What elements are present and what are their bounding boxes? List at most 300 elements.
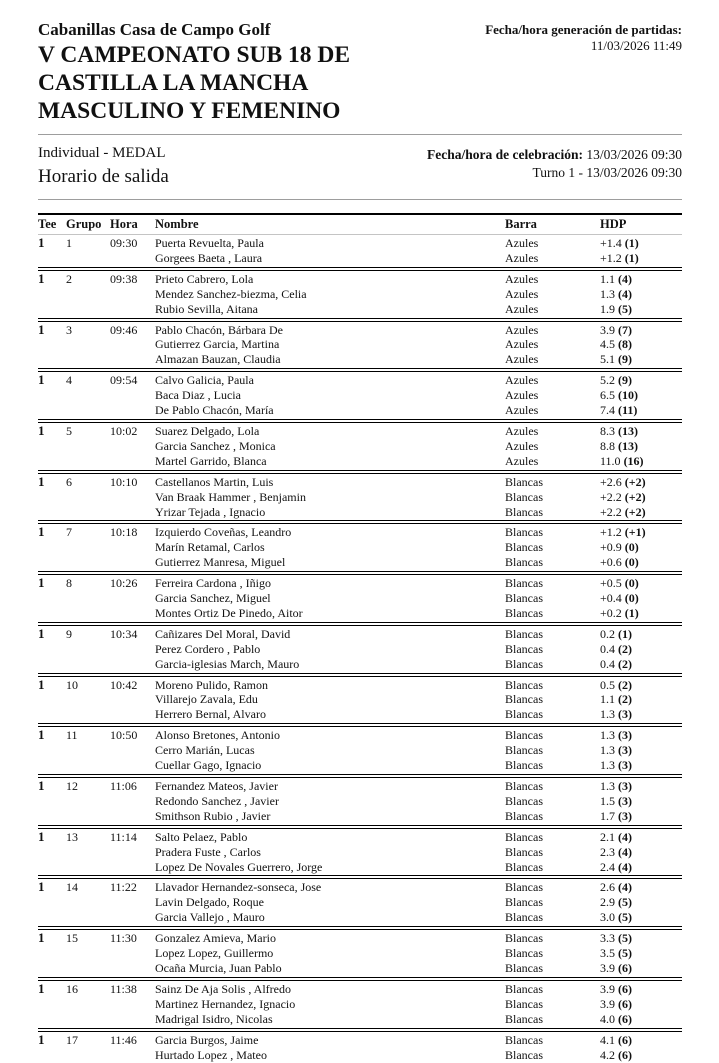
grupo-cell bbox=[66, 337, 110, 352]
player-row bbox=[38, 707, 682, 725]
player-name-cell: Perez Cordero , Pablo bbox=[155, 642, 505, 657]
hora-cell: 10:42 bbox=[110, 675, 155, 693]
tee-cell bbox=[38, 845, 66, 860]
barra-cell: Blancas bbox=[505, 961, 600, 979]
tournament-title-line-2: CASTILLA LA MANCHA bbox=[38, 70, 308, 96]
player-row bbox=[38, 251, 682, 269]
table-header-row bbox=[38, 214, 682, 235]
player-name-cell: Sainz De Aja Solis , Alfredo bbox=[155, 979, 505, 997]
tee-cell: 1 bbox=[38, 979, 66, 997]
hora-cell: 11:14 bbox=[110, 827, 155, 845]
barra-cell: Azules bbox=[505, 439, 600, 454]
tee-cell bbox=[38, 251, 66, 269]
grupo-cell bbox=[66, 895, 110, 910]
grupo-cell: 1 bbox=[66, 235, 110, 251]
hdp-value: 2.1 bbox=[600, 830, 618, 844]
tee-cell: 1 bbox=[38, 320, 66, 338]
grupo-cell bbox=[66, 961, 110, 979]
tee-group-5 bbox=[38, 421, 682, 472]
hdp-playing-value: (+2) bbox=[625, 490, 646, 504]
tee-cell: 1 bbox=[38, 776, 66, 794]
grupo-cell bbox=[66, 439, 110, 454]
barra-cell: Blancas bbox=[505, 1030, 600, 1048]
tee-cell bbox=[38, 961, 66, 979]
hora-cell bbox=[110, 794, 155, 809]
player-name-cell: Villarejo Zavala, Edu bbox=[155, 692, 505, 707]
hdp-value: 3.9 bbox=[600, 997, 618, 1011]
player-row bbox=[38, 287, 682, 302]
grupo-cell: 3 bbox=[66, 320, 110, 338]
tee-cell bbox=[38, 287, 66, 302]
player-row bbox=[38, 505, 682, 523]
barra-cell: Blancas bbox=[505, 642, 600, 657]
hora-cell bbox=[110, 997, 155, 1012]
hdp-cell bbox=[600, 421, 682, 439]
tee-cell bbox=[38, 707, 66, 725]
hora-cell bbox=[110, 555, 155, 573]
player-name-cell: Baca Diaz , Lucia bbox=[155, 388, 505, 403]
player-name-cell: Pablo Chacón, Bárbara De bbox=[155, 320, 505, 338]
hdp-value: 8.3 bbox=[600, 424, 618, 438]
tee-cell bbox=[38, 555, 66, 573]
hora-cell bbox=[110, 540, 155, 555]
hdp-playing-value: (6) bbox=[618, 982, 632, 996]
divider-section bbox=[38, 199, 682, 200]
barra-cell: Blancas bbox=[505, 776, 600, 794]
player-row bbox=[38, 979, 682, 997]
tee-cell bbox=[38, 302, 66, 320]
grupo-cell bbox=[66, 910, 110, 928]
hdp-cell bbox=[600, 269, 682, 287]
hdp-cell bbox=[600, 388, 682, 403]
hora-cell: 11:38 bbox=[110, 979, 155, 997]
column-header-grupo: Grupo bbox=[66, 214, 110, 235]
hdp-playing-value: (2) bbox=[618, 657, 632, 671]
hdp-playing-value: (9) bbox=[618, 352, 632, 366]
hora-cell bbox=[110, 758, 155, 776]
grupo-cell bbox=[66, 505, 110, 523]
grupo-cell bbox=[66, 403, 110, 421]
hdp-value: 2.9 bbox=[600, 895, 618, 909]
hdp-playing-value: (5) bbox=[618, 931, 632, 945]
tee-cell bbox=[38, 1012, 66, 1030]
tee-cell: 1 bbox=[38, 624, 66, 642]
player-name-cell: Smithson Rubio , Javier bbox=[155, 809, 505, 827]
barra-cell: Blancas bbox=[505, 794, 600, 809]
tee-cell bbox=[38, 403, 66, 421]
grupo-cell bbox=[66, 454, 110, 472]
hora-cell: 11:22 bbox=[110, 877, 155, 895]
grupo-cell bbox=[66, 606, 110, 624]
player-name-cell: Gorgees Baeta , Laura bbox=[155, 251, 505, 269]
hdp-playing-value: (6) bbox=[618, 1012, 632, 1026]
player-row bbox=[38, 675, 682, 693]
player-row bbox=[38, 352, 682, 370]
hdp-cell bbox=[600, 235, 682, 251]
tee-group-7 bbox=[38, 522, 682, 573]
hdp-cell bbox=[600, 370, 682, 388]
barra-cell: Azules bbox=[505, 251, 600, 269]
hdp-cell bbox=[600, 352, 682, 370]
tee-cell bbox=[38, 692, 66, 707]
hdp-cell bbox=[600, 454, 682, 472]
hora-cell bbox=[110, 743, 155, 758]
grupo-cell bbox=[66, 555, 110, 573]
barra-cell: Blancas bbox=[505, 591, 600, 606]
hdp-cell bbox=[600, 403, 682, 421]
barra-cell: Blancas bbox=[505, 490, 600, 505]
tee-group-14 bbox=[38, 877, 682, 928]
player-name-cell: Gutierrez Manresa, Miguel bbox=[155, 555, 505, 573]
hdp-playing-value: (5) bbox=[618, 946, 632, 960]
tee-cell bbox=[38, 454, 66, 472]
hdp-cell bbox=[600, 946, 682, 961]
hdp-value: 3.3 bbox=[600, 931, 618, 945]
hdp-playing-value: (6) bbox=[618, 1048, 632, 1062]
hdp-cell bbox=[600, 961, 682, 979]
hdp-cell bbox=[600, 743, 682, 758]
player-row bbox=[38, 657, 682, 675]
player-name-cell: Garcia-iglesias March, Mauro bbox=[155, 657, 505, 675]
player-name-cell: Izquierdo Coveñas, Leandro bbox=[155, 522, 505, 540]
hora-cell bbox=[110, 860, 155, 878]
section-header bbox=[38, 144, 682, 188]
hdp-cell bbox=[600, 657, 682, 675]
player-name-cell: Cañizares Del Moral, David bbox=[155, 624, 505, 642]
player-row bbox=[38, 540, 682, 555]
hdp-playing-value: (5) bbox=[618, 895, 632, 909]
tournament-title-line-1: V CAMPEONATO SUB 18 DE bbox=[38, 42, 350, 68]
hdp-value: 3.9 bbox=[600, 982, 618, 996]
player-name-cell: Herrero Bernal, Alvaro bbox=[155, 707, 505, 725]
hora-cell bbox=[110, 657, 155, 675]
grupo-cell bbox=[66, 1048, 110, 1063]
hora-cell bbox=[110, 403, 155, 421]
hora-cell: 10:02 bbox=[110, 421, 155, 439]
hora-cell bbox=[110, 606, 155, 624]
grupo-cell bbox=[66, 860, 110, 878]
tee-cell bbox=[38, 997, 66, 1012]
hdp-cell bbox=[600, 302, 682, 320]
hora-cell bbox=[110, 505, 155, 523]
column-header-nombre: Nombre bbox=[155, 214, 505, 235]
tee-cell bbox=[38, 540, 66, 555]
player-name-cell: Puerta Revuelta, Paula bbox=[155, 235, 505, 251]
barra-cell: Blancas bbox=[505, 707, 600, 725]
hdp-cell bbox=[600, 642, 682, 657]
player-row bbox=[38, 555, 682, 573]
barra-cell: Azules bbox=[505, 235, 600, 251]
hdp-cell bbox=[600, 1012, 682, 1030]
hdp-playing-value: (0) bbox=[625, 576, 639, 590]
hdp-cell bbox=[600, 776, 682, 794]
player-name-cell: Cerro Marián, Lucas bbox=[155, 743, 505, 758]
player-name-cell: Prieto Cabrero, Lola bbox=[155, 269, 505, 287]
player-row bbox=[38, 910, 682, 928]
tee-cell bbox=[38, 1048, 66, 1063]
hora-cell bbox=[110, 707, 155, 725]
player-name-cell: Pradera Fuste , Carlos bbox=[155, 845, 505, 860]
hdp-cell bbox=[600, 860, 682, 878]
tee-cell bbox=[38, 910, 66, 928]
hdp-cell bbox=[600, 928, 682, 946]
player-row bbox=[38, 1012, 682, 1030]
hdp-cell bbox=[600, 827, 682, 845]
hdp-cell bbox=[600, 573, 682, 591]
celebration-value: 13/03/2026 09:30 bbox=[586, 147, 682, 162]
hdp-value: 1.3 bbox=[600, 779, 618, 793]
hdp-value: 8.8 bbox=[600, 439, 618, 453]
hora-cell: 09:46 bbox=[110, 320, 155, 338]
player-row bbox=[38, 642, 682, 657]
hdp-value: 1.9 bbox=[600, 302, 618, 316]
hora-cell bbox=[110, 895, 155, 910]
player-row bbox=[38, 421, 682, 439]
hora-cell bbox=[110, 961, 155, 979]
player-row bbox=[38, 860, 682, 878]
tournament-title-line-3: MASCULINO Y FEMENINO bbox=[38, 98, 340, 124]
tee-cell: 1 bbox=[38, 928, 66, 946]
hdp-value: 2.4 bbox=[600, 860, 618, 874]
generation-datetime-block bbox=[485, 20, 682, 54]
player-name-cell: Lopez De Novales Guerrero, Jorge bbox=[155, 860, 505, 878]
hdp-value: +0.2 bbox=[600, 606, 625, 620]
barra-cell: Blancas bbox=[505, 522, 600, 540]
hdp-value: 1.5 bbox=[600, 794, 618, 808]
player-name-cell: Gutierrez Garcia, Martina bbox=[155, 337, 505, 352]
player-row bbox=[38, 403, 682, 421]
player-name-cell: Ferreira Cardona , Iñigo bbox=[155, 573, 505, 591]
hdp-playing-value: (7) bbox=[618, 323, 632, 337]
player-row bbox=[38, 439, 682, 454]
hdp-cell bbox=[600, 675, 682, 693]
hdp-cell bbox=[600, 1048, 682, 1063]
grupo-cell: 13 bbox=[66, 827, 110, 845]
hdp-playing-value: (0) bbox=[625, 540, 639, 554]
hdp-cell bbox=[600, 725, 682, 743]
hora-cell bbox=[110, 337, 155, 352]
player-row bbox=[38, 794, 682, 809]
hdp-playing-value: (6) bbox=[618, 997, 632, 1011]
barra-cell: Blancas bbox=[505, 555, 600, 573]
player-name-cell: Alonso Bretones, Antonio bbox=[155, 725, 505, 743]
player-row bbox=[38, 997, 682, 1012]
barra-cell: Blancas bbox=[505, 827, 600, 845]
hora-cell bbox=[110, 1012, 155, 1030]
player-row bbox=[38, 370, 682, 388]
hdp-cell bbox=[600, 758, 682, 776]
hdp-value: 0.4 bbox=[600, 642, 618, 656]
player-name-cell: Cuellar Gago, Ignacio bbox=[155, 758, 505, 776]
hora-cell bbox=[110, 946, 155, 961]
hora-cell: 11:46 bbox=[110, 1030, 155, 1048]
hdp-playing-value: (1) bbox=[625, 251, 639, 265]
barra-cell: Blancas bbox=[505, 845, 600, 860]
player-row bbox=[38, 1030, 682, 1048]
hora-cell: 10:50 bbox=[110, 725, 155, 743]
hora-cell bbox=[110, 287, 155, 302]
hdp-value: 0.4 bbox=[600, 657, 618, 671]
hdp-playing-value: (3) bbox=[618, 743, 632, 757]
grupo-cell bbox=[66, 302, 110, 320]
player-name-cell: Ocaña Murcia, Juan Pablo bbox=[155, 961, 505, 979]
grupo-cell: 5 bbox=[66, 421, 110, 439]
grupo-cell bbox=[66, 707, 110, 725]
hdp-value: 4.5 bbox=[600, 337, 618, 351]
celebration-label: Fecha/hora de celebración: bbox=[427, 147, 583, 162]
grupo-cell bbox=[66, 287, 110, 302]
barra-cell: Blancas bbox=[505, 758, 600, 776]
hdp-value: 3.0 bbox=[600, 910, 618, 924]
player-name-cell: Rubio Sevilla, Aitana bbox=[155, 302, 505, 320]
hora-cell bbox=[110, 490, 155, 505]
tee-cell bbox=[38, 337, 66, 352]
hora-cell bbox=[110, 910, 155, 928]
hdp-value: 11.0 bbox=[600, 454, 624, 468]
grupo-cell: 10 bbox=[66, 675, 110, 693]
tee-cell: 1 bbox=[38, 1030, 66, 1048]
hdp-value: +1.2 bbox=[600, 251, 625, 265]
player-name-cell: Almazan Bauzan, Claudia bbox=[155, 352, 505, 370]
tee-cell: 1 bbox=[38, 827, 66, 845]
player-name-cell: Garcia Sanchez, Miguel bbox=[155, 591, 505, 606]
player-name-cell: Martel Garrido, Blanca bbox=[155, 454, 505, 472]
hora-cell bbox=[110, 302, 155, 320]
tee-cell bbox=[38, 606, 66, 624]
hdp-value: 4.2 bbox=[600, 1048, 618, 1062]
celebration-line bbox=[427, 146, 682, 164]
barra-cell: Azules bbox=[505, 421, 600, 439]
grupo-cell bbox=[66, 997, 110, 1012]
hdp-value: 1.3 bbox=[600, 287, 618, 301]
player-row bbox=[38, 388, 682, 403]
hdp-playing-value: (+2) bbox=[625, 475, 646, 489]
player-name-cell: Garcia Sanchez , Monica bbox=[155, 439, 505, 454]
hdp-value: 0.5 bbox=[600, 678, 618, 692]
barra-cell: Blancas bbox=[505, 946, 600, 961]
player-name-cell: Hurtado Lopez , Mateo bbox=[155, 1048, 505, 1063]
hdp-cell bbox=[600, 707, 682, 725]
hdp-cell bbox=[600, 555, 682, 573]
hdp-playing-value: (9) bbox=[618, 373, 632, 387]
barra-cell: Blancas bbox=[505, 606, 600, 624]
grupo-cell: 4 bbox=[66, 370, 110, 388]
hdp-value: 1.3 bbox=[600, 728, 618, 742]
hdp-playing-value: (3) bbox=[618, 809, 632, 823]
player-name-cell: Yrizar Tejada , Ignacio bbox=[155, 505, 505, 523]
hora-cell bbox=[110, 692, 155, 707]
hdp-playing-value: (+2) bbox=[625, 505, 646, 519]
grupo-cell: 8 bbox=[66, 573, 110, 591]
hdp-value: +1.2 bbox=[600, 525, 625, 539]
player-row bbox=[38, 606, 682, 624]
section-title: Horario de salida bbox=[38, 166, 169, 188]
hdp-playing-value: (10) bbox=[618, 388, 638, 402]
hdp-playing-value: (1) bbox=[618, 627, 632, 641]
grupo-cell bbox=[66, 388, 110, 403]
grupo-cell: 9 bbox=[66, 624, 110, 642]
hdp-playing-value: (4) bbox=[618, 830, 632, 844]
tee-group-15 bbox=[38, 928, 682, 979]
barra-cell: Blancas bbox=[505, 895, 600, 910]
hdp-cell bbox=[600, 895, 682, 910]
player-name-cell: Madrigal Isidro, Nicolas bbox=[155, 1012, 505, 1030]
tee-cell bbox=[38, 809, 66, 827]
tee-group-9 bbox=[38, 624, 682, 675]
hdp-cell bbox=[600, 320, 682, 338]
tee-cell bbox=[38, 743, 66, 758]
grupo-cell bbox=[66, 809, 110, 827]
hdp-playing-value: (8) bbox=[618, 337, 632, 351]
barra-cell: Azules bbox=[505, 454, 600, 472]
tee-cell bbox=[38, 352, 66, 370]
hdp-playing-value: (+1) bbox=[625, 525, 646, 539]
player-row bbox=[38, 490, 682, 505]
barra-cell: Blancas bbox=[505, 743, 600, 758]
hdp-cell bbox=[600, 877, 682, 895]
hdp-playing-value: (4) bbox=[618, 287, 632, 301]
hdp-playing-value: (3) bbox=[618, 728, 632, 742]
player-row bbox=[38, 725, 682, 743]
hora-cell: 11:30 bbox=[110, 928, 155, 946]
hdp-cell bbox=[600, 472, 682, 490]
tee-cell bbox=[38, 657, 66, 675]
hora-cell: 09:54 bbox=[110, 370, 155, 388]
barra-cell: Blancas bbox=[505, 472, 600, 490]
barra-cell: Blancas bbox=[505, 809, 600, 827]
player-name-cell: Mendez Sanchez-biezma, Celia bbox=[155, 287, 505, 302]
tee-cell bbox=[38, 946, 66, 961]
hdp-value: +2.2 bbox=[600, 490, 625, 504]
hdp-playing-value: (1) bbox=[625, 236, 639, 250]
grupo-cell bbox=[66, 743, 110, 758]
hdp-playing-value: (2) bbox=[618, 642, 632, 656]
hora-cell bbox=[110, 809, 155, 827]
player-row bbox=[38, 758, 682, 776]
grupo-cell: 17 bbox=[66, 1030, 110, 1048]
hdp-playing-value: (3) bbox=[618, 794, 632, 808]
hdp-value: 1.7 bbox=[600, 809, 618, 823]
player-row bbox=[38, 827, 682, 845]
player-row bbox=[38, 337, 682, 352]
hdp-value: 7.4 bbox=[600, 403, 618, 417]
tee-cell bbox=[38, 505, 66, 523]
tee-cell: 1 bbox=[38, 472, 66, 490]
hora-cell: 09:30 bbox=[110, 235, 155, 251]
grupo-cell bbox=[66, 758, 110, 776]
column-header-tee: Tee bbox=[38, 214, 66, 235]
tee-group-1 bbox=[38, 235, 682, 269]
hora-cell bbox=[110, 388, 155, 403]
player-row bbox=[38, 624, 682, 642]
player-row bbox=[38, 895, 682, 910]
player-row bbox=[38, 1048, 682, 1063]
tee-cell: 1 bbox=[38, 675, 66, 693]
hdp-value: 1.3 bbox=[600, 743, 618, 757]
player-name-cell: Castellanos Martin, Luis bbox=[155, 472, 505, 490]
barra-cell: Azules bbox=[505, 302, 600, 320]
hdp-playing-value: (2) bbox=[618, 692, 632, 706]
hora-cell: 10:10 bbox=[110, 472, 155, 490]
barra-cell: Blancas bbox=[505, 725, 600, 743]
tee-cell: 1 bbox=[38, 573, 66, 591]
hdp-cell bbox=[600, 439, 682, 454]
hdp-cell bbox=[600, 624, 682, 642]
hdp-playing-value: (2) bbox=[618, 678, 632, 692]
barra-cell: Azules bbox=[505, 287, 600, 302]
player-name-cell: De Pablo Chacón, María bbox=[155, 403, 505, 421]
tee-group-13 bbox=[38, 827, 682, 878]
